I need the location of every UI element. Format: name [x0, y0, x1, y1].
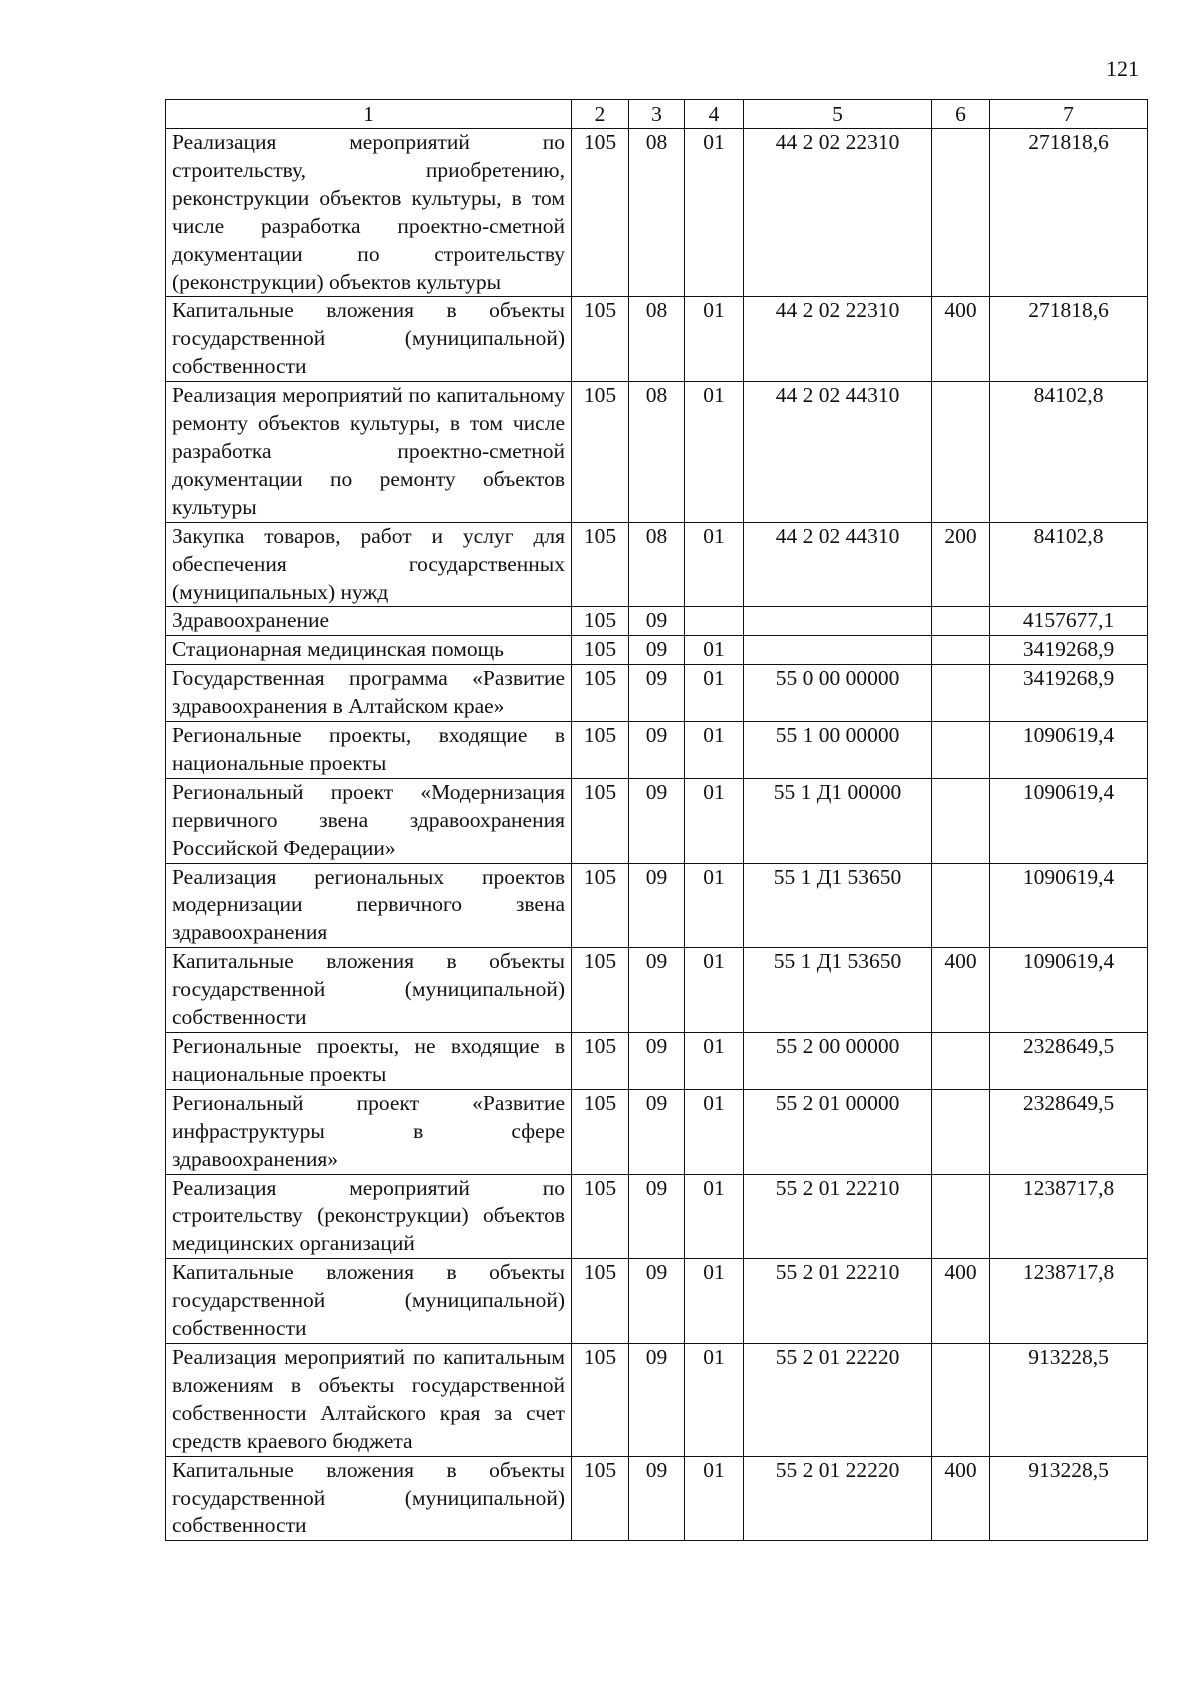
cell-target-article: 55 2 00 00000 — [744, 1033, 932, 1090]
cell-expense-type: 400 — [932, 948, 990, 1033]
cell-amount: 3419268,9 — [990, 665, 1148, 722]
page-number: 121 — [1106, 56, 1139, 81]
table-row — [166, 1089, 1148, 1174]
cell-subsection: 01 — [685, 665, 744, 722]
table-row — [166, 948, 1148, 1033]
cell-target-article: 44 2 02 22310 — [744, 129, 932, 297]
cell-ministry-code: 105 — [572, 1343, 629, 1456]
cell-amount: 1090619,4 — [990, 722, 1148, 779]
cell-subsection: 01 — [685, 863, 744, 948]
cell-section: 08 — [629, 382, 685, 523]
cell-amount: 271818,6 — [990, 129, 1148, 297]
cell-section: 09 — [629, 948, 685, 1033]
cell-target-article: 55 2 01 00000 — [744, 1089, 932, 1174]
cell-expense-type: 400 — [932, 1259, 990, 1344]
cell-name: Здравоохранение — [166, 607, 572, 636]
cell-amount: 2328649,5 — [990, 1033, 1148, 1090]
cell-target-article: 55 1 Д1 53650 — [744, 863, 932, 948]
cell-name: Региональный проект «Развитие инфраструктуры в сфере здравоохранения» — [166, 1089, 572, 1174]
cell-amount: 1238717,8 — [990, 1259, 1148, 1344]
cell-amount: 3419268,9 — [990, 636, 1148, 665]
table-row — [166, 607, 1148, 636]
table-row — [166, 1456, 1148, 1541]
cell-subsection: 01 — [685, 722, 744, 779]
column-header: 4 — [685, 100, 744, 129]
cell-name: Региональные проекты, не входящие в национальные проекты — [166, 1033, 572, 1090]
cell-subsection: 01 — [685, 522, 744, 607]
cell-ministry-code: 105 — [572, 948, 629, 1033]
cell-target-article: 44 2 02 22310 — [744, 297, 932, 382]
cell-ministry-code: 105 — [572, 863, 629, 948]
cell-target-article: 44 2 02 44310 — [744, 522, 932, 607]
cell-subsection: 01 — [685, 1033, 744, 1090]
cell-subsection: 01 — [685, 948, 744, 1033]
cell-amount: 913228,5 — [990, 1343, 1148, 1456]
table-row — [166, 722, 1148, 779]
cell-ministry-code: 105 — [572, 382, 629, 523]
table-row — [166, 1174, 1148, 1259]
cell-ministry-code: 105 — [572, 522, 629, 607]
table-row — [166, 297, 1148, 382]
cell-expense-type: 200 — [932, 522, 990, 607]
column-header: 5 — [744, 100, 932, 129]
cell-expense-type — [932, 665, 990, 722]
cell-subsection — [685, 607, 744, 636]
cell-section: 09 — [629, 665, 685, 722]
cell-section: 09 — [629, 1089, 685, 1174]
budget-table — [165, 99, 1148, 1541]
cell-name: Капитальные вложения в объекты государственной (муниципальной) собственности — [166, 1456, 572, 1541]
cell-ministry-code: 105 — [572, 297, 629, 382]
cell-name: Закупка товаров, работ и услуг для обеспечения государственных (муниципальных) нужд — [166, 522, 572, 607]
cell-section: 08 — [629, 129, 685, 297]
cell-expense-type: 400 — [932, 1456, 990, 1541]
column-header: 7 — [990, 100, 1148, 129]
cell-section: 09 — [629, 778, 685, 863]
cell-target-article — [744, 636, 932, 665]
cell-ministry-code: 105 — [572, 778, 629, 863]
cell-ministry-code: 105 — [572, 1456, 629, 1541]
cell-ministry-code: 105 — [572, 1259, 629, 1344]
cell-name: Реализация мероприятий по строительству (реконструкции) объектов медицинских организаций — [166, 1174, 572, 1259]
table-row — [166, 1033, 1148, 1090]
cell-target-article: 55 1 00 00000 — [744, 722, 932, 779]
cell-name: Стационарная медицинская помощь — [166, 636, 572, 665]
cell-target-article: 55 0 00 00000 — [744, 665, 932, 722]
cell-subsection: 01 — [685, 1089, 744, 1174]
cell-target-article: 55 2 01 22210 — [744, 1174, 932, 1259]
cell-ministry-code: 105 — [572, 1033, 629, 1090]
cell-subsection: 01 — [685, 1174, 744, 1259]
cell-section: 09 — [629, 607, 685, 636]
cell-target-article: 44 2 02 44310 — [744, 382, 932, 523]
cell-amount: 1090619,4 — [990, 948, 1148, 1033]
cell-ministry-code: 105 — [572, 636, 629, 665]
table-row — [166, 1259, 1148, 1344]
table-row — [166, 382, 1148, 523]
cell-target-article — [744, 607, 932, 636]
table-row — [166, 1343, 1148, 1456]
table-row — [166, 665, 1148, 722]
cell-expense-type — [932, 129, 990, 297]
cell-subsection: 01 — [685, 1259, 744, 1344]
cell-subsection: 01 — [685, 129, 744, 297]
table-row — [166, 129, 1148, 297]
cell-section: 09 — [629, 1456, 685, 1541]
cell-amount: 913228,5 — [990, 1456, 1148, 1541]
column-header: 6 — [932, 100, 990, 129]
cell-section: 09 — [629, 1174, 685, 1259]
cell-expense-type — [932, 778, 990, 863]
header-row — [166, 100, 1148, 129]
cell-ministry-code: 105 — [572, 665, 629, 722]
cell-section: 09 — [629, 1033, 685, 1090]
cell-amount: 4157677,1 — [990, 607, 1148, 636]
table-body — [166, 129, 1148, 1541]
cell-ministry-code: 105 — [572, 607, 629, 636]
cell-name: Региональный проект «Модернизация первичного звена здравоохранения Российской Федерации» — [166, 778, 572, 863]
cell-amount: 84102,8 — [990, 522, 1148, 607]
cell-name: Реализация мероприятий по капитальным вложениям в объекты государственной собственности Алтайского края за счет средств краевого бюджета — [166, 1343, 572, 1456]
cell-expense-type — [932, 636, 990, 665]
cell-ministry-code: 105 — [572, 1089, 629, 1174]
column-header: 2 — [572, 100, 629, 129]
cell-amount: 84102,8 — [990, 382, 1148, 523]
cell-subsection: 01 — [685, 297, 744, 382]
cell-section: 09 — [629, 1259, 685, 1344]
cell-section: 08 — [629, 297, 685, 382]
cell-amount: 2328649,5 — [990, 1089, 1148, 1174]
cell-section: 09 — [629, 722, 685, 779]
cell-section: 09 — [629, 636, 685, 665]
cell-subsection: 01 — [685, 1456, 744, 1541]
table-row — [166, 863, 1148, 948]
cell-ministry-code: 105 — [572, 129, 629, 297]
cell-expense-type — [932, 1174, 990, 1259]
cell-name: Реализация мероприятий по капитальному ремонту объектов культуры, в том числе разработка проектно-сметной документации по ремонту объектов культуры — [166, 382, 572, 523]
cell-ministry-code: 105 — [572, 722, 629, 779]
cell-expense-type — [932, 607, 990, 636]
column-header: 3 — [629, 100, 685, 129]
cell-target-article: 55 2 01 22220 — [744, 1343, 932, 1456]
cell-amount: 1090619,4 — [990, 863, 1148, 948]
cell-section: 08 — [629, 522, 685, 607]
cell-name: Региональные проекты, входящие в национальные проекты — [166, 722, 572, 779]
column-header: 1 — [166, 100, 572, 129]
cell-name: Капитальные вложения в объекты государственной (муниципальной) собственности — [166, 1259, 572, 1344]
cell-name: Капитальные вложения в объекты государственной (муниципальной) собственности — [166, 297, 572, 382]
cell-expense-type — [932, 1033, 990, 1090]
cell-target-article: 55 2 01 22210 — [744, 1259, 932, 1344]
cell-expense-type — [932, 1089, 990, 1174]
cell-target-article: 55 2 01 22220 — [744, 1456, 932, 1541]
cell-name: Реализация региональных проектов модернизации первичного звена здравоохранения — [166, 863, 572, 948]
table-row — [166, 778, 1148, 863]
cell-expense-type — [932, 863, 990, 948]
cell-subsection: 01 — [685, 636, 744, 665]
cell-section: 09 — [629, 1343, 685, 1456]
cell-subsection: 01 — [685, 382, 744, 523]
cell-name: Реализация мероприятий по строительству, приобретению, реконструкции объектов культуры, в том числе разработка проектно-сметной документации по строительству (реконструкции) объектов культуры — [166, 129, 572, 297]
cell-name: Государственная программа «Развитие здравоохранения в Алтайском крае» — [166, 665, 572, 722]
cell-amount: 271818,6 — [990, 297, 1148, 382]
cell-expense-type — [932, 382, 990, 523]
cell-ministry-code: 105 — [572, 1174, 629, 1259]
cell-amount: 1090619,4 — [990, 778, 1148, 863]
cell-expense-type — [932, 722, 990, 779]
cell-expense-type: 400 — [932, 297, 990, 382]
cell-target-article: 55 1 Д1 53650 — [744, 948, 932, 1033]
cell-subsection: 01 — [685, 1343, 744, 1456]
table-row — [166, 522, 1148, 607]
cell-name: Капитальные вложения в объекты государственной (муниципальной) собственности — [166, 948, 572, 1033]
cell-section: 09 — [629, 863, 685, 948]
table-row — [166, 636, 1148, 665]
cell-expense-type — [932, 1343, 990, 1456]
cell-subsection: 01 — [685, 778, 744, 863]
cell-target-article: 55 1 Д1 00000 — [744, 778, 932, 863]
cell-amount: 1238717,8 — [990, 1174, 1148, 1259]
